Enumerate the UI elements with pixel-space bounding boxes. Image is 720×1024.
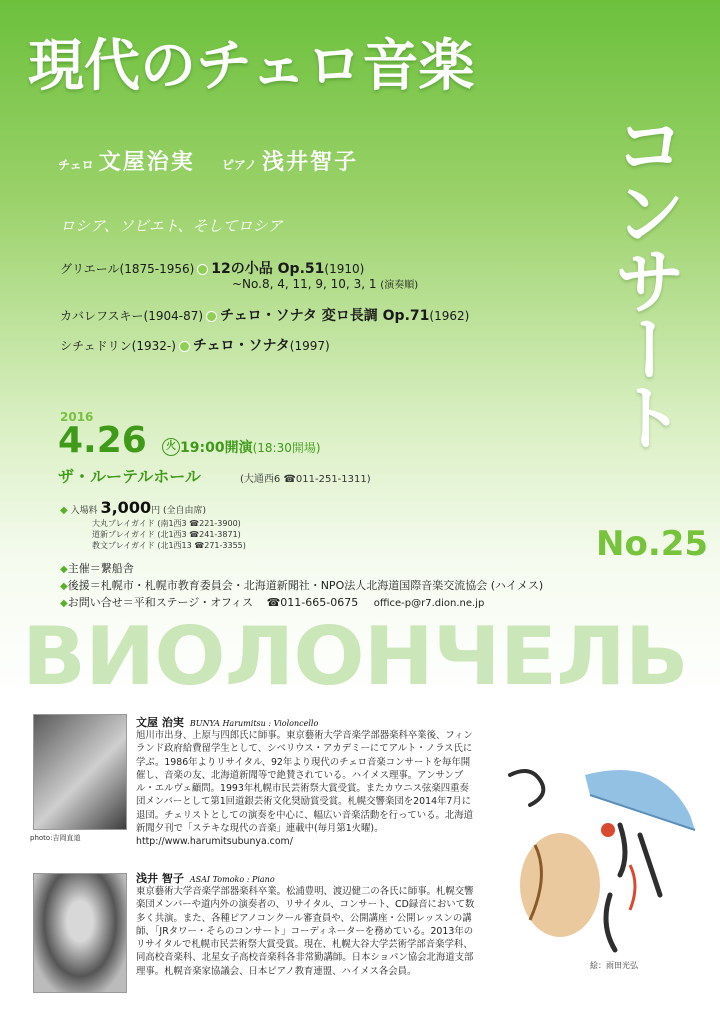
work-year: (1962) <box>429 309 470 323</box>
playguide-item: 道新プレイガイド (北1西3 ☎241-3871) <box>92 530 241 539</box>
bullet-icon <box>179 341 190 352</box>
program-item <box>60 335 330 355</box>
bio-name-romaji: ASAI Tomoko : Piano <box>189 875 275 884</box>
event-time <box>180 437 321 457</box>
work-title: チェロ・ソナタ 変ロ長調 Op.71 <box>220 308 430 324</box>
program-title: ロシア、ソビエト、そしてロシア <box>60 217 283 235</box>
bullet-icon <box>206 311 217 322</box>
sponsor-line <box>60 577 543 593</box>
performer-role: チェロ <box>58 158 94 172</box>
bio-name-ja: 文屋 治実 <box>136 716 184 729</box>
pianist-photo <box>33 873 127 993</box>
work-year: (1997) <box>289 339 330 353</box>
russian-cello-word: ВИОЛОНЧЕЛЬ <box>22 610 688 703</box>
diamond-icon: ◆ <box>60 581 68 592</box>
event-year: 2016 <box>60 410 94 424</box>
contact: お問い合せ＝平和ステージ・オフィス <box>67 596 254 609</box>
contact-email[interactable]: office-p@r7.dion.ne.jp <box>373 598 485 609</box>
ticket-price-note: 円 (全自由席) <box>151 506 206 516</box>
bio-name <box>136 714 318 730</box>
organizer: 主催＝繋船舎 <box>67 562 134 575</box>
vertical-title: コンサート <box>602 108 686 448</box>
performer-role: ピアノ <box>221 158 257 172</box>
program-item-detail <box>232 276 418 291</box>
ticket-info <box>60 498 206 517</box>
playguide-item: 教文プレイガイド (北1西13 ☎271-3355) <box>92 541 246 550</box>
photo-credit: photo:吉岡直道 <box>30 834 81 842</box>
cellist-illustration <box>490 735 705 975</box>
performer-name: 文屋治実 <box>98 150 195 175</box>
ticket-label: 入場料 <box>70 506 98 516</box>
organizer-line <box>60 560 134 576</box>
event-weekday: 火 <box>162 438 180 456</box>
cellist-photo <box>33 714 127 830</box>
diamond-icon: ◆ <box>60 564 68 575</box>
diamond-icon: ◆ <box>60 505 68 516</box>
sponsors: 後援＝札幌市・札幌市教育委員会・北海道新聞社・NPO法人北海道国際音楽交流協会 (ハイメス) <box>67 579 544 592</box>
bio-text: 旭川市出身、上原与四郎氏に師事。東京藝術大学音楽学部器楽科卒業後、フィンランド政府給費留学生として、シベリウス・アカデミーにてアルト・ノラス氏に学ぶ。1986年よりリサイタル、92年より現代のチェロ音楽コンサートを毎年開催し、音楽の友、北海道新聞等で絶賛されている。ハイメス理事。アンサンブル・エルヴェ顧問。1993年札幌市民芸術祭大賞受賞。またカウニス弦楽四重奏団メンバーとして第1回道銀芸術文化奨励賞受賞。札幌交響楽団を2014年7月に退団。チェリストとしての演奏を中心に、幅広い音楽活動を行っている。北海道新聞夕刊で「ステキな現代の音楽」連載中(毎月第1火曜)。http://www.harumitsubunya.com/ <box>136 730 474 848</box>
illustration-credit: 絵：雨田光弘 <box>590 961 638 970</box>
work-title: チェロ・ソナタ <box>192 338 290 354</box>
contact-line <box>60 594 484 610</box>
bio-name-romaji: BUNYA Harumitsu : Violoncello <box>189 719 319 728</box>
edition-number: No.25 <box>596 524 709 564</box>
doors-time: (18:30開場) <box>252 441 321 455</box>
movement-note: (演奏順) <box>380 280 419 291</box>
umbrella-shape <box>585 770 695 830</box>
performer-name: 浅井智子 <box>261 150 358 175</box>
venue-address: (大通西6 ☎011-251-1311) <box>240 474 371 485</box>
bio-name-ja: 浅井 智子 <box>136 872 184 885</box>
bio-name <box>136 870 275 886</box>
cello-body <box>520 833 600 937</box>
program-item <box>60 258 364 278</box>
contact-phone: ☎011-665-0675 <box>266 596 359 609</box>
work-title: 12の小品 Op.51 <box>211 261 325 277</box>
event-date: 4.26 <box>58 420 147 461</box>
composer: シチェドリン(1932-) <box>60 339 176 353</box>
main-title: 現代のチェロ音楽 <box>28 34 475 99</box>
performers <box>58 145 380 176</box>
bullet-icon <box>197 264 208 275</box>
composer: グリエール(1875-1956) <box>60 262 195 276</box>
ticket-price: 3,000 <box>100 498 152 517</box>
program-item <box>60 305 469 325</box>
work-year: (1910) <box>324 262 365 276</box>
movement-list: ~No.8, 4, 11, 9, 10, 3, 1 <box>232 277 377 291</box>
start-time: 19:00開演 <box>180 440 253 456</box>
playguide-item: 大丸プレイガイド (南1西3 ☎221-3900) <box>92 519 241 528</box>
bio-text: 東京藝術大学音楽学部器楽科卒業。松浦豊明、渡辺健二の各氏に師事。札幌交響楽団メンバーや道内外の演奏者の、リサイタル、コンサート、CD録音において数多く共演。また、各種ピアノコンクール審査員や、公開講座・公開レッスンの講師、「JRタワー・そらのコンサート」コーディネーターを務めている。2013年のリサイタルで札幌市民芸術祭大賞受賞。現在、札幌大谷大学芸術学部音楽学科、同高校音楽科、北星女子高校音楽科各非常勤講師。日本ショパン協会北海道支部理事。札幌音楽家協議会、日本ピアノ教育連盟、ハイメス各会員。 <box>136 886 475 977</box>
diamond-icon: ◆ <box>60 598 68 609</box>
venue-name: ザ・ルーテルホール <box>58 467 201 486</box>
composer: カバレフスキー(1904-87) <box>60 309 204 323</box>
